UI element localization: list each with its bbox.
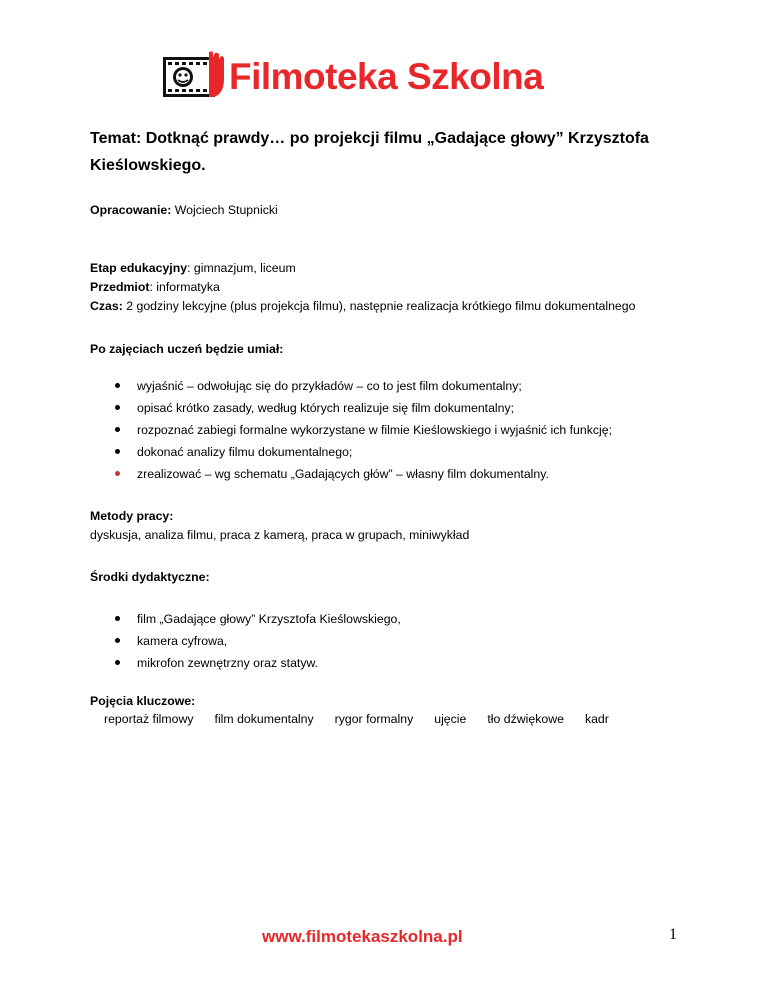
concept-item: kadr	[584, 712, 609, 726]
subject-value: : informatyka	[149, 280, 220, 294]
concept-item: rygor formalny	[334, 712, 414, 726]
resources-list	[90, 611, 401, 677]
subject-label: Przedmiot	[90, 280, 150, 294]
stage-line	[90, 260, 296, 276]
film-reel-hand-icon	[161, 51, 227, 103]
time-line	[90, 298, 635, 314]
concepts-list	[104, 712, 630, 726]
time-value: 2 godziny lekcyjne (plus projekcja filmu), następnie realizacja krótkiego filmu dokumentalnego	[122, 299, 636, 313]
methods-heading: Metody pracy:	[90, 509, 174, 523]
author-line	[90, 202, 278, 218]
concepts-heading: Pojęcia kluczowe:	[90, 694, 196, 708]
stage-value: : gimnazjum, liceum	[187, 261, 296, 275]
logo-text: Filmoteka Szkolna	[229, 56, 544, 97]
list-item: kamera cyfrowa,	[90, 633, 401, 655]
lesson-title: Temat: Dotknąć prawdy… po projekcji filmu „Gadające głowy” Krzysztofa Kieślowskiego.	[90, 130, 649, 174]
list-item: zrealizować – wg schematu „Gadających głów” – własny film dokumentalny.	[90, 466, 612, 488]
subject-line	[90, 279, 220, 295]
outcomes-list	[90, 378, 612, 488]
list-item: dokonać analizy filmu dokumentalnego;	[90, 444, 612, 466]
concept-item: tło dźwiękowe	[487, 712, 564, 726]
list-item: mikrofon zewnętrzny oraz statyw.	[90, 655, 401, 677]
list-item: film „Gadające głowy” Krzysztofa Kieślowskiego,	[90, 611, 401, 633]
time-label: Czas:	[90, 299, 123, 313]
stage-label: Etap edukacyjny	[90, 261, 188, 275]
list-item: wyjaśnić – odwołując się do przykładów – co to jest film dokumentalny;	[90, 378, 612, 400]
concept-item: ujęcie	[434, 712, 467, 726]
filmoteka-logo	[161, 47, 601, 107]
page-number: 1	[669, 926, 677, 943]
author-value: Wojciech Stupnicki	[171, 203, 278, 217]
concept-item: film dokumentalny	[214, 712, 314, 726]
methods-text: dyskusja, analiza filmu, praca z kamerą, praca w grupach, miniwykład	[90, 528, 470, 542]
author-label: Opracowanie:	[90, 203, 172, 217]
outcomes-heading: Po zajęciach uczeń będzie umiał:	[90, 342, 284, 356]
concept-item: reportaż filmowy	[104, 712, 194, 726]
list-item: opisać krótko zasady, według których realizuje się film dokumentalny;	[90, 400, 612, 422]
resources-heading: Środki dydaktyczne:	[90, 570, 210, 584]
footer-url: www.filmotekaszkolna.pl	[262, 927, 463, 946]
list-item: rozpoznać zabiegi formalne wykorzystane w filmie Kieślowskiego i wyjaśnić ich funkcję;	[90, 422, 612, 444]
